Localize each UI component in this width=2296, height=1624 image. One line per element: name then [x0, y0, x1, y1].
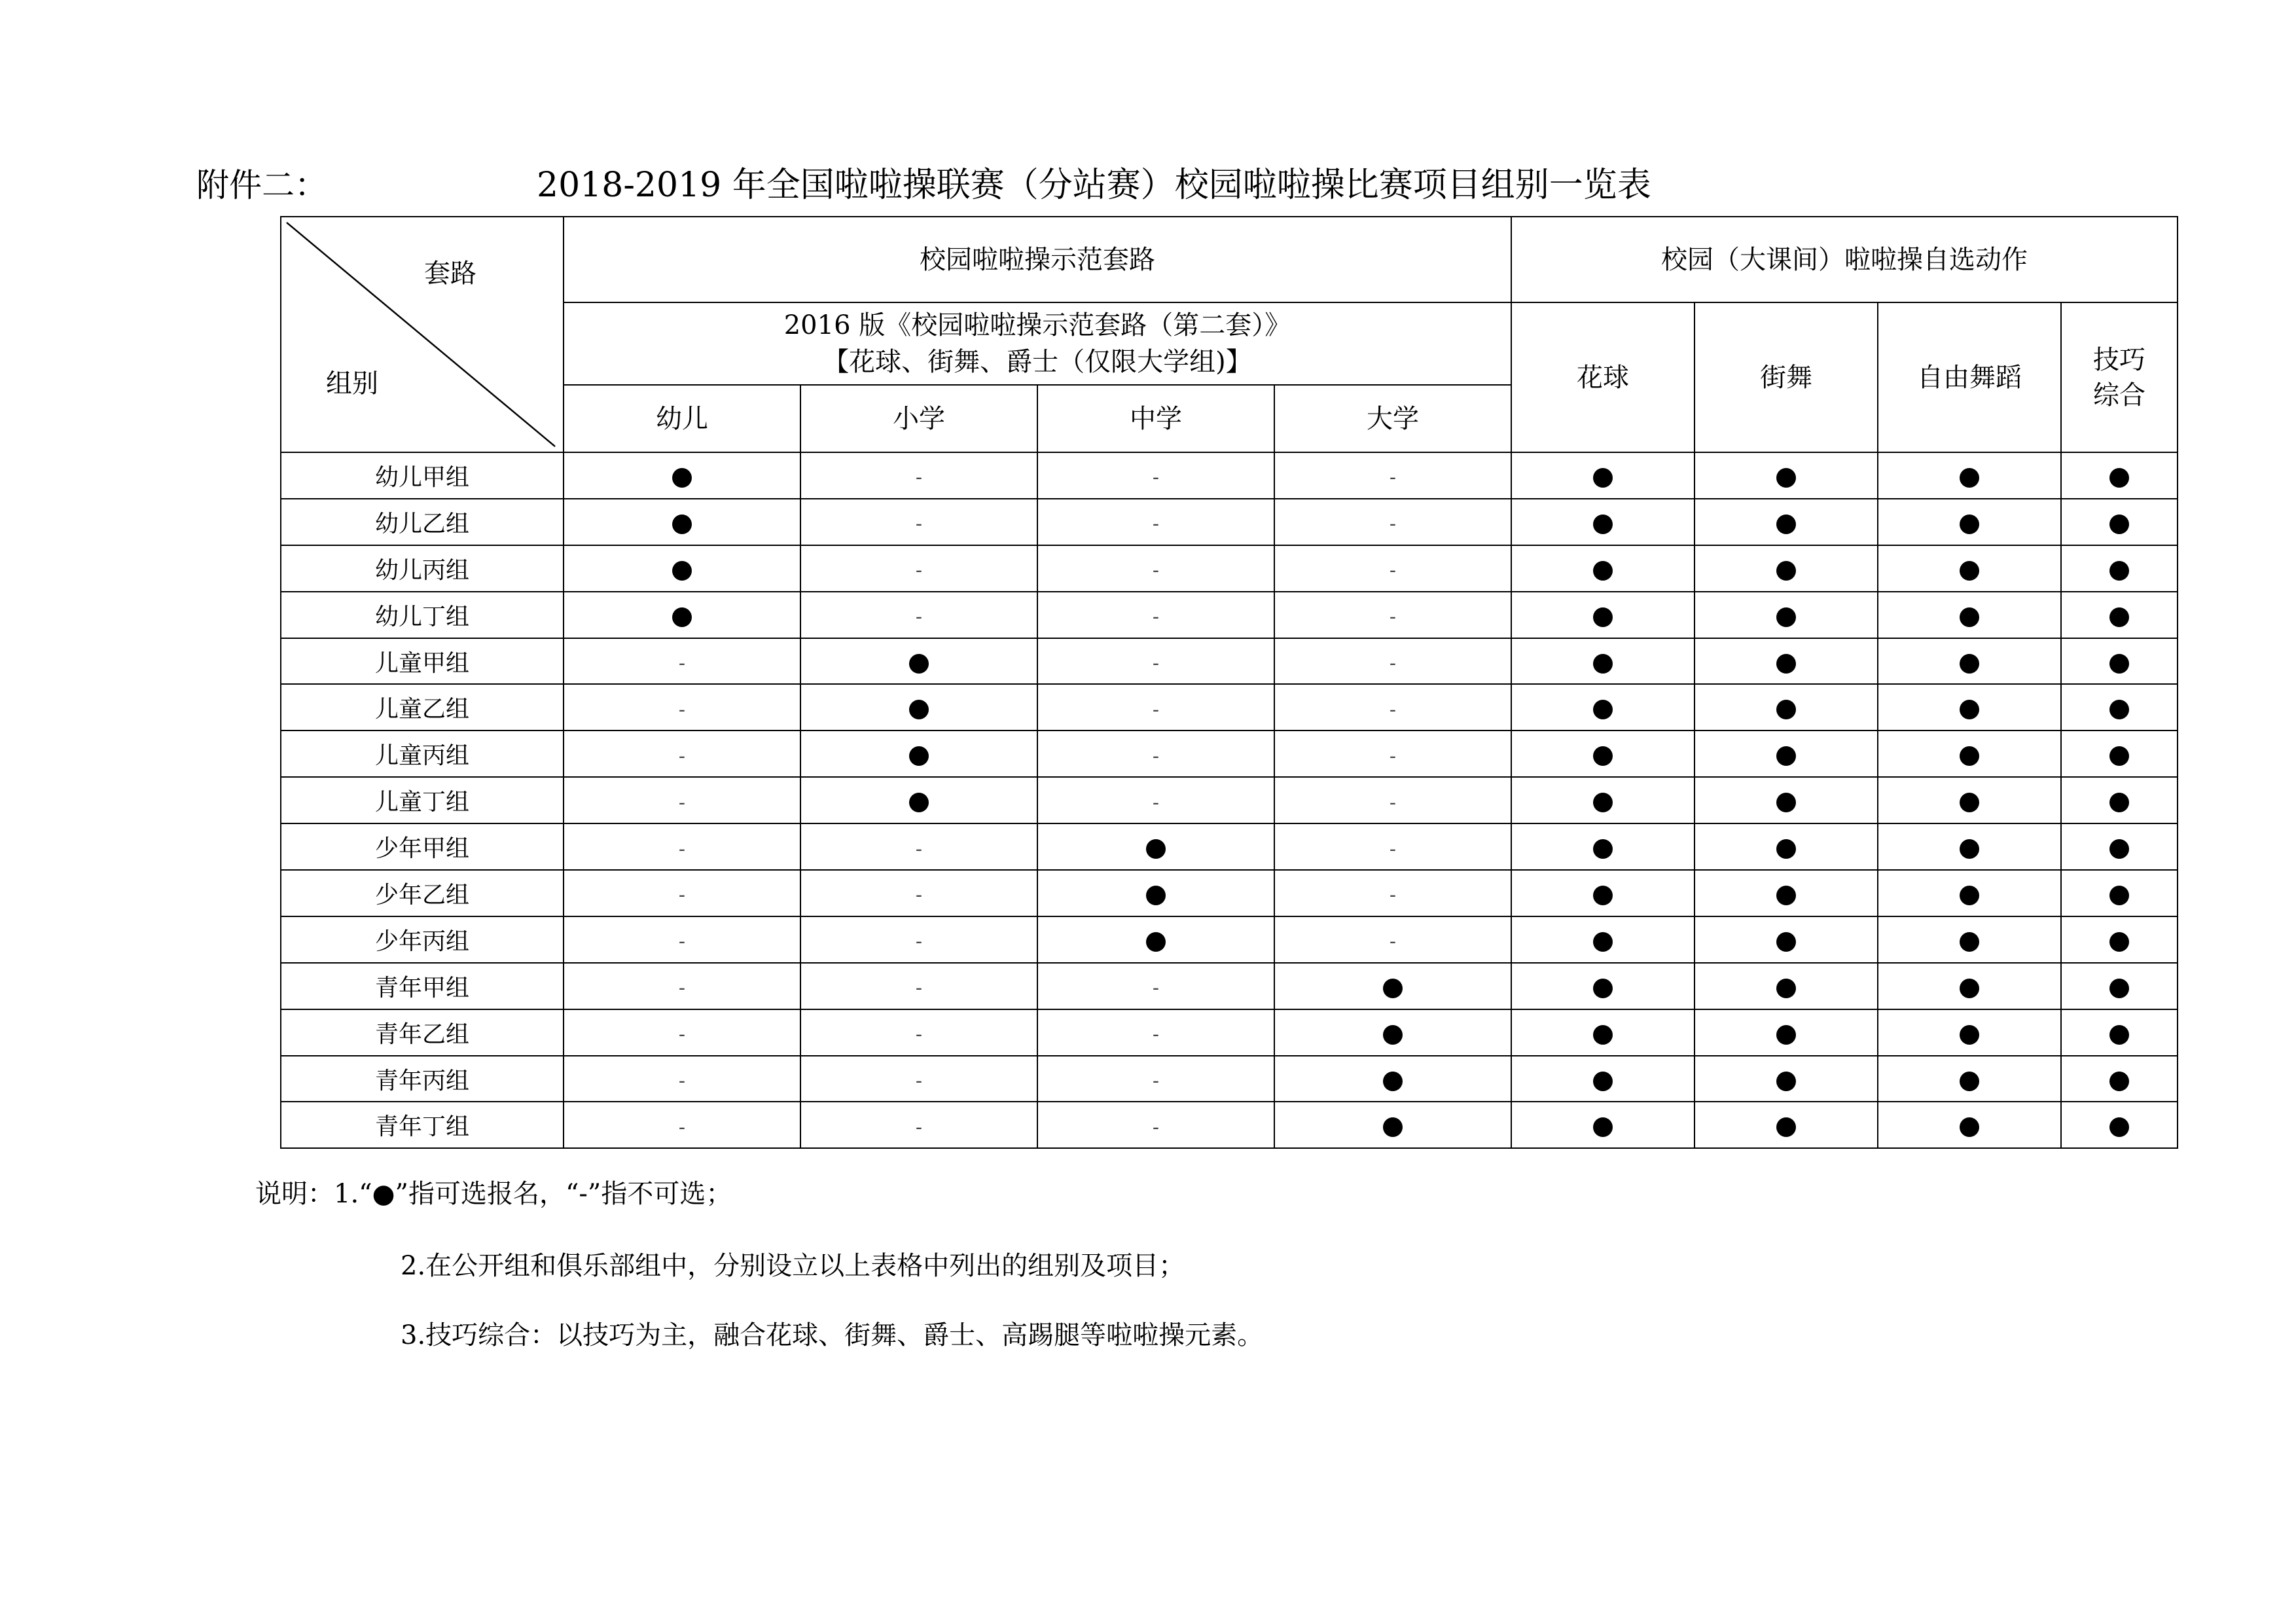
corner-label-group: 组别	[326, 369, 378, 399]
selectable-dot	[1146, 886, 1166, 905]
selectable-dot	[1146, 839, 1166, 859]
row-label: 幼儿丙组	[281, 545, 564, 592]
table-row	[281, 731, 2178, 777]
table-cell	[1511, 916, 1695, 963]
table-cell	[1695, 1102, 1878, 1148]
selectable-dot	[672, 468, 692, 488]
selectable-dot	[1960, 839, 1979, 859]
table-row	[281, 545, 2178, 592]
table-row	[281, 452, 2178, 499]
selectable-dot	[672, 607, 692, 627]
table-cell	[1695, 499, 1878, 545]
not-selectable-dash: -	[1389, 930, 1397, 954]
selectable-dot	[2109, 839, 2129, 859]
table-cell	[1037, 1009, 1274, 1056]
corner-label-routine: 套路	[424, 259, 476, 289]
table-cell	[1695, 731, 1878, 777]
table-cell	[1695, 638, 1878, 685]
table-cell	[564, 592, 800, 638]
not-selectable-dash: -	[678, 977, 686, 1000]
not-selectable-dash: -	[1389, 559, 1397, 583]
table-cell	[2061, 870, 2178, 916]
table-cell	[1274, 731, 1511, 777]
header-demo-routine-version	[564, 302, 1511, 385]
row-label: 儿童丁组	[281, 777, 564, 823]
table-cell	[1878, 916, 2061, 963]
row-label: 儿童甲组	[281, 638, 564, 685]
table-cell	[1878, 777, 2061, 823]
selectable-dot	[1776, 746, 1796, 766]
table-cell	[1695, 1009, 1878, 1056]
table-cell	[1511, 499, 1695, 545]
table-cell	[800, 731, 1037, 777]
not-selectable-dash: -	[1389, 466, 1397, 490]
table-cell	[1037, 545, 1274, 592]
table-cell	[1274, 963, 1511, 1009]
table-cell	[1695, 684, 1878, 731]
table-cell	[2061, 684, 2178, 731]
table-cell	[564, 1056, 800, 1102]
not-selectable-dash: -	[1389, 513, 1397, 536]
table-cell	[1878, 963, 2061, 1009]
selectable-dot	[1960, 886, 1979, 905]
row-label: 少年丙组	[281, 916, 564, 963]
selectable-dot	[2109, 793, 2129, 812]
table-cell	[800, 963, 1037, 1009]
selectable-dot	[1383, 979, 1403, 998]
selectable-dot	[1776, 886, 1796, 905]
table-cell	[1037, 963, 1274, 1009]
selectable-dot	[1776, 468, 1796, 488]
selectable-dot	[1960, 1025, 1979, 1045]
not-selectable-dash: -	[1152, 698, 1160, 721]
not-selectable-dash: -	[678, 1070, 686, 1093]
table-cell	[2061, 963, 2178, 1009]
col-header-primary: 小学	[800, 385, 1037, 452]
not-selectable-dash: -	[1152, 1115, 1160, 1139]
selectable-dot	[1776, 839, 1796, 859]
table-cell	[1878, 499, 2061, 545]
table-cell	[1878, 684, 2061, 731]
table-cell	[564, 731, 800, 777]
table-cell	[1511, 870, 1695, 916]
row-label: 青年丁组	[281, 1102, 564, 1148]
table-row	[281, 592, 2178, 638]
event-group-table	[280, 216, 2178, 1149]
table-cell	[1274, 1102, 1511, 1148]
col-header-skills-line2: 综合	[2093, 380, 2145, 410]
table-cell	[800, 1056, 1037, 1102]
table-cell	[1695, 823, 1878, 870]
selectable-dot	[1776, 793, 1796, 812]
table-cell	[564, 777, 800, 823]
note-1: 说明：1.“●”指可选报名，“-”指不可选；	[255, 1179, 732, 1209]
table-cell	[1878, 1009, 2061, 1056]
col-header-middle: 中学	[1037, 385, 1274, 452]
selectable-dot	[2109, 468, 2129, 488]
table-cell	[564, 545, 800, 592]
selectable-dot	[1593, 1025, 1613, 1045]
selectable-dot	[672, 561, 692, 581]
header-demo-routine: 校园啦啦操示范套路	[564, 217, 1511, 302]
table-cell	[1511, 1102, 1695, 1148]
selectable-dot	[1776, 1117, 1796, 1137]
not-selectable-dash: -	[1389, 744, 1397, 768]
not-selectable-dash: -	[915, 1070, 923, 1093]
selectable-dot	[1593, 654, 1613, 674]
table-row	[281, 1009, 2178, 1056]
table-cell	[2061, 499, 2178, 545]
page-title: 2018-2019 年全国啦啦操联赛（分站赛）校园啦啦操比赛项目组别一览表	[537, 166, 1651, 205]
table-cell	[2061, 1056, 2178, 1102]
not-selectable-dash: -	[1389, 698, 1397, 721]
table-cell	[800, 592, 1037, 638]
table-cell	[1037, 684, 1274, 731]
table-cell	[1037, 823, 1274, 870]
not-selectable-dash: -	[915, 513, 923, 536]
selectable-dot	[1776, 700, 1796, 719]
selectable-dot	[1593, 1072, 1613, 1091]
selectable-dot	[1593, 979, 1613, 998]
row-label: 儿童乙组	[281, 684, 564, 731]
col-header-skills-line1: 技巧	[2093, 344, 2145, 375]
not-selectable-dash: -	[1152, 513, 1160, 536]
table-cell	[800, 916, 1037, 963]
selectable-dot	[2109, 1072, 2129, 1091]
not-selectable-dash: -	[1389, 605, 1397, 629]
table-cell	[1274, 638, 1511, 685]
not-selectable-dash: -	[678, 744, 686, 768]
selectable-dot	[1776, 979, 1796, 998]
selectable-dot	[1960, 561, 1979, 581]
selectable-dot	[2109, 979, 2129, 998]
table-cell	[1037, 870, 1274, 916]
selectable-dot	[1960, 932, 1979, 952]
table-row	[281, 1056, 2178, 1102]
table-cell	[1511, 1056, 1695, 1102]
table-row	[281, 638, 2178, 685]
table-cell	[1037, 638, 1274, 685]
selectable-dot	[2109, 746, 2129, 766]
table-cell	[1511, 545, 1695, 592]
table-cell	[1037, 731, 1274, 777]
col-header-street-dance: 街舞	[1695, 302, 1878, 452]
table-cell	[564, 638, 800, 685]
row-label: 少年乙组	[281, 870, 564, 916]
table-cell	[1511, 731, 1695, 777]
table-row	[281, 963, 2178, 1009]
table-cell	[1037, 592, 1274, 638]
not-selectable-dash: -	[678, 884, 686, 907]
table-cell	[800, 870, 1037, 916]
table-row	[281, 870, 2178, 916]
table-cell	[1274, 592, 1511, 638]
selectable-dot	[1776, 1025, 1796, 1045]
table-cell	[1511, 592, 1695, 638]
not-selectable-dash: -	[915, 977, 923, 1000]
table-cell	[2061, 592, 2178, 638]
table-cell	[2061, 823, 2178, 870]
table-row	[281, 777, 2178, 823]
col-header-university: 大学	[1274, 385, 1511, 452]
table-cell	[564, 916, 800, 963]
table-cell	[800, 1102, 1037, 1148]
col-header-pompom: 花球	[1511, 302, 1695, 452]
table-cell	[564, 1009, 800, 1056]
selectable-dot	[1593, 1117, 1613, 1137]
table-cell	[1695, 452, 1878, 499]
table-cell	[2061, 545, 2178, 592]
row-label: 儿童丙组	[281, 731, 564, 777]
selectable-dot	[1593, 468, 1613, 488]
table-cell	[1274, 1056, 1511, 1102]
not-selectable-dash: -	[1152, 652, 1160, 675]
selectable-dot	[2109, 654, 2129, 674]
not-selectable-dash: -	[915, 837, 923, 861]
selectable-dot	[2109, 700, 2129, 719]
table-cell	[2061, 1009, 2178, 1056]
not-selectable-dash: -	[678, 1023, 686, 1047]
selectable-dot	[2109, 1025, 2129, 1045]
selectable-dot	[909, 746, 929, 766]
diagonal-line	[281, 217, 563, 452]
selectable-dot	[1960, 468, 1979, 488]
selectable-dot	[1960, 979, 1979, 998]
selectable-dot	[1593, 700, 1613, 719]
table-cell	[800, 1009, 1037, 1056]
table-cell	[1511, 1009, 1695, 1056]
attachment-label: 附件二：	[196, 166, 327, 204]
selectable-dot	[909, 793, 929, 812]
selectable-dot	[1593, 886, 1613, 905]
table-cell	[564, 963, 800, 1009]
selectable-dot	[909, 654, 929, 674]
table-cell	[2061, 1102, 2178, 1148]
note-3: 3.技巧综合：以技巧为主，融合花球、街舞、爵士、高踢腿等啦啦操元素。	[401, 1320, 1264, 1350]
not-selectable-dash: -	[1389, 652, 1397, 675]
not-selectable-dash: -	[1152, 1023, 1160, 1047]
table-cell	[1274, 545, 1511, 592]
selectable-dot	[2109, 607, 2129, 627]
table-cell	[800, 499, 1037, 545]
table-cell	[564, 684, 800, 731]
selectable-dot	[1776, 654, 1796, 674]
selectable-dot	[2109, 886, 2129, 905]
selectable-dot	[1593, 561, 1613, 581]
table-cell	[1274, 499, 1511, 545]
table-cell	[1274, 916, 1511, 963]
table-cell	[2061, 452, 2178, 499]
table-cell	[564, 823, 800, 870]
selectable-dot	[1960, 1072, 1979, 1091]
row-label: 幼儿丁组	[281, 592, 564, 638]
row-label: 青年乙组	[281, 1009, 564, 1056]
row-label: 青年丙组	[281, 1056, 564, 1102]
table-cell	[800, 452, 1037, 499]
selectable-dot	[1960, 746, 1979, 766]
table-cell	[2061, 638, 2178, 685]
selectable-dot	[1593, 607, 1613, 627]
table-cell	[1878, 545, 2061, 592]
table-cell	[1695, 916, 1878, 963]
table-cell	[1274, 684, 1511, 731]
selectable-dot	[1960, 700, 1979, 719]
selectable-dot	[1593, 793, 1613, 812]
not-selectable-dash: -	[678, 791, 686, 814]
row-label: 少年甲组	[281, 823, 564, 870]
table-cell	[1878, 1102, 2061, 1148]
not-selectable-dash: -	[1152, 559, 1160, 583]
selectable-dot	[1593, 514, 1613, 534]
selectable-dot	[1776, 932, 1796, 952]
table-cell	[800, 684, 1037, 731]
row-label: 青年甲组	[281, 963, 564, 1009]
col-header-kindergarten: 幼儿	[564, 385, 800, 452]
not-selectable-dash: -	[1152, 605, 1160, 629]
version-line: 2016 版《校园啦啦操示范套路（第二套）》	[783, 310, 1291, 340]
selectable-dot	[1960, 654, 1979, 674]
selectable-dot	[1960, 793, 1979, 812]
note-2: 2.在公开组和俱乐部组中，分别设立以上表格中列出的组别及项目；	[401, 1251, 1185, 1281]
not-selectable-dash: -	[678, 1115, 686, 1139]
table-cell	[1695, 1056, 1878, 1102]
table-cell	[1511, 638, 1695, 685]
not-selectable-dash: -	[678, 930, 686, 954]
table-cell	[1878, 1056, 2061, 1102]
table-cell	[1695, 545, 1878, 592]
not-selectable-dash: -	[915, 930, 923, 954]
table-cell	[800, 777, 1037, 823]
table-cell	[1511, 823, 1695, 870]
corner-header-cell	[281, 217, 564, 452]
row-label: 幼儿甲组	[281, 452, 564, 499]
table-cell	[1037, 452, 1274, 499]
table-cell	[1511, 452, 1695, 499]
table-cell	[564, 870, 800, 916]
not-selectable-dash: -	[915, 605, 923, 629]
table-cell	[1037, 1102, 1274, 1148]
table-cell	[800, 545, 1037, 592]
table-cell	[564, 499, 800, 545]
header-free-routine: 校园（大课间）啦啦操自选动作	[1511, 217, 2178, 302]
table-cell	[1878, 592, 2061, 638]
not-selectable-dash: -	[1152, 977, 1160, 1000]
selectable-dot	[1776, 1072, 1796, 1091]
table-cell	[1037, 1056, 1274, 1102]
table-cell	[1274, 823, 1511, 870]
table-cell	[1274, 777, 1511, 823]
not-selectable-dash: -	[1389, 791, 1397, 814]
selectable-dot	[2109, 514, 2129, 534]
table-row	[281, 499, 2178, 545]
selectable-dot	[2109, 932, 2129, 952]
selectable-dot	[1593, 932, 1613, 952]
selectable-dot	[1776, 514, 1796, 534]
selectable-dot	[1776, 607, 1796, 627]
selectable-dot	[909, 700, 929, 719]
selectable-dot	[1146, 932, 1166, 952]
selectable-dot	[1960, 1117, 1979, 1137]
selectable-dot	[1776, 561, 1796, 581]
selectable-dot	[1383, 1117, 1403, 1137]
table-cell	[1695, 592, 1878, 638]
selectable-dot	[672, 514, 692, 534]
not-selectable-dash: -	[915, 466, 923, 490]
not-selectable-dash: -	[915, 884, 923, 907]
table-cell	[1695, 870, 1878, 916]
selectable-dot	[2109, 1117, 2129, 1137]
not-selectable-dash: -	[678, 837, 686, 861]
table-cell	[1037, 916, 1274, 963]
category-line: 【花球、街舞、爵士（仅限大学组)】	[823, 347, 1252, 377]
table-cell	[1878, 870, 2061, 916]
not-selectable-dash: -	[1152, 466, 1160, 490]
table-cell	[2061, 916, 2178, 963]
not-selectable-dash: -	[1152, 791, 1160, 814]
table-cell	[1878, 452, 2061, 499]
selectable-dot	[1383, 1025, 1403, 1045]
table-cell	[564, 1102, 800, 1148]
table-cell	[800, 638, 1037, 685]
table-cell	[1274, 870, 1511, 916]
selectable-dot	[1593, 839, 1613, 859]
selectable-dot	[1960, 607, 1979, 627]
table-cell	[1695, 777, 1878, 823]
table-cell	[1511, 963, 1695, 1009]
table-row	[281, 1102, 2178, 1148]
table-cell	[1878, 823, 2061, 870]
selectable-dot	[2109, 561, 2129, 581]
table-cell	[1037, 777, 1274, 823]
table-cell	[2061, 777, 2178, 823]
table-cell	[1695, 963, 1878, 1009]
table-row	[281, 916, 2178, 963]
table-row	[281, 823, 2178, 870]
table-row	[281, 684, 2178, 731]
not-selectable-dash: -	[1389, 837, 1397, 861]
selectable-dot	[1960, 514, 1979, 534]
table-cell	[1878, 731, 2061, 777]
not-selectable-dash: -	[678, 698, 686, 721]
table-cell	[2061, 731, 2178, 777]
table-cell	[800, 823, 1037, 870]
not-selectable-dash: -	[1389, 884, 1397, 907]
row-label: 幼儿乙组	[281, 499, 564, 545]
table-cell	[1274, 1009, 1511, 1056]
not-selectable-dash: -	[915, 1023, 923, 1047]
table-cell	[1274, 452, 1511, 499]
table-cell	[1878, 638, 2061, 685]
col-header-free-dance: 自由舞蹈	[1878, 302, 2061, 452]
selectable-dot	[1383, 1072, 1403, 1091]
col-header-skills	[2061, 302, 2178, 452]
not-selectable-dash: -	[915, 1115, 923, 1139]
table-cell	[1511, 777, 1695, 823]
table-cell	[1511, 684, 1695, 731]
selectable-dot	[1593, 746, 1613, 766]
not-selectable-dash: -	[678, 652, 686, 675]
table-cell	[1037, 499, 1274, 545]
not-selectable-dash: -	[1152, 744, 1160, 768]
not-selectable-dash: -	[1152, 1070, 1160, 1093]
not-selectable-dash: -	[915, 559, 923, 583]
table-cell	[564, 452, 800, 499]
